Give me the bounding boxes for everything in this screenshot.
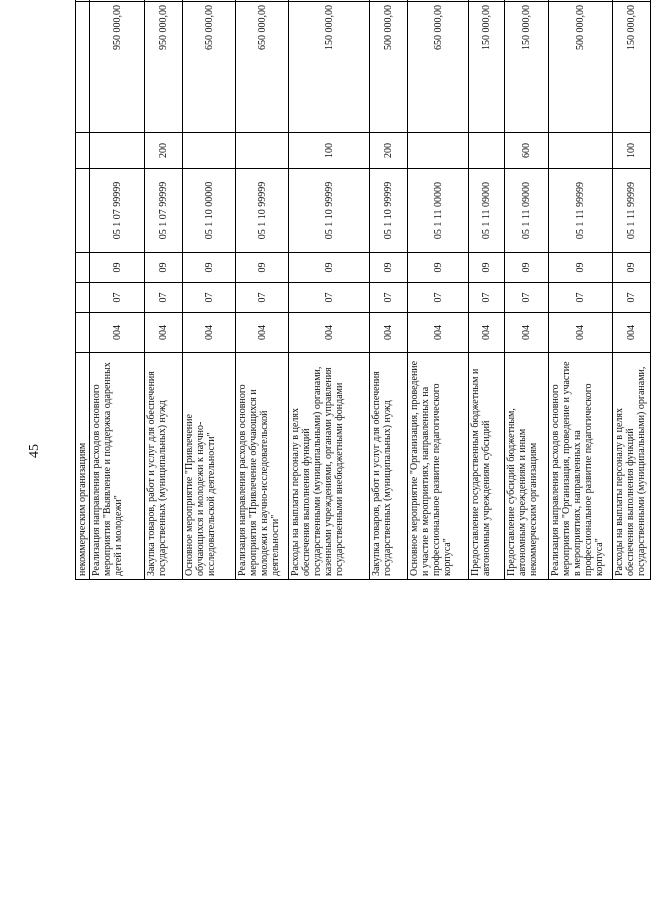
- amount-year1-cell: 150 000,00: [613, 2, 651, 133]
- target-article-cell: 05 1 11 99999: [613, 169, 651, 253]
- section-code-cell: 07: [469, 283, 505, 313]
- table-row: [90, 0, 145, 580]
- admin-code-cell: 004: [469, 313, 505, 353]
- target-article-cell: 05 1 10 99999: [289, 169, 370, 253]
- amount-year2-cell: [289, 0, 370, 2]
- target-article-cell: 05 1 11 09000: [505, 169, 549, 253]
- name-cell: Предоставление субсидий бюджетным, автономным учреждениям и иным некоммерческим организациям: [505, 353, 549, 580]
- section-code-cell: [76, 283, 90, 313]
- budget-table: [75, 0, 651, 580]
- subsection-code-cell: 09: [236, 253, 289, 283]
- table-row: [289, 0, 370, 580]
- target-article-cell: 05 1 11 00000: [408, 169, 469, 253]
- rotated-content: [75, 0, 647, 580]
- amount-year2-cell: [408, 0, 469, 2]
- amount-year1-cell: 950 000,00: [145, 2, 183, 133]
- subsection-code-cell: 09: [408, 253, 469, 283]
- admin-code-cell: 004: [370, 313, 408, 353]
- amount-year2-cell: [145, 0, 183, 2]
- section-code-cell: 07: [289, 283, 370, 313]
- amount-year2-cell: [469, 0, 505, 2]
- table-row: [370, 0, 408, 580]
- section-code-cell: 07: [370, 283, 408, 313]
- amount-year1-cell: 950 000,00: [90, 2, 145, 133]
- amount-year1-cell: 150 000,00: [505, 2, 549, 133]
- expense-type-cell: [549, 133, 613, 169]
- target-article-cell: 05 1 10 00000: [183, 169, 236, 253]
- table-row: [183, 0, 236, 580]
- expense-type-cell: 200: [370, 133, 408, 169]
- table-row: [236, 0, 289, 580]
- amount-year2-cell: [613, 0, 651, 2]
- section-code-cell: 07: [549, 283, 613, 313]
- expense-type-cell: [236, 133, 289, 169]
- section-code-cell: 07: [408, 283, 469, 313]
- expense-type-cell: [469, 133, 505, 169]
- name-cell: Закупка товаров, работ и услуг для обеспечения государственных (муниципальных) нужд: [370, 353, 408, 580]
- admin-code-cell: 004: [145, 313, 183, 353]
- name-cell: Основное мероприятие "Привлечение обучающихся и молодежи к научно-исследовательской деятельности": [183, 353, 236, 580]
- expense-type-cell: [183, 133, 236, 169]
- table-row: [613, 0, 651, 580]
- section-code-cell: 07: [145, 283, 183, 313]
- table-row: [408, 0, 469, 580]
- target-article-cell: 05 1 07 99999: [90, 169, 145, 253]
- subsection-code-cell: 09: [183, 253, 236, 283]
- target-article-cell: 05 1 10 99999: [236, 169, 289, 253]
- admin-code-cell: 004: [183, 313, 236, 353]
- admin-code-cell: 004: [549, 313, 613, 353]
- section-code-cell: 07: [236, 283, 289, 313]
- subsection-code-cell: 09: [505, 253, 549, 283]
- expense-type-cell: 100: [289, 133, 370, 169]
- admin-code-cell: 004: [90, 313, 145, 353]
- table-row: [505, 0, 549, 580]
- expense-type-cell: [90, 133, 145, 169]
- subsection-code-cell: 09: [90, 253, 145, 283]
- target-article-cell: 05 1 11 99999: [549, 169, 613, 253]
- section-code-cell: 07: [90, 283, 145, 313]
- amount-year2-cell: [549, 0, 613, 2]
- table-row: [549, 0, 613, 580]
- admin-code-cell: 004: [236, 313, 289, 353]
- amount-year1-cell: 500 000,00: [370, 2, 408, 133]
- name-cell: Реализация направления расходов основного мероприятия "Выявление и поддержка одаренных детей и молодежи": [90, 353, 145, 580]
- amount-year2-cell: [183, 0, 236, 2]
- subsection-code-cell: 09: [370, 253, 408, 283]
- target-article-cell: 05 1 11 09000: [469, 169, 505, 253]
- name-cell: Расходы на выплаты персоналу в целях обеспечения выполнения функций государственными (муниципальными) органами,: [613, 353, 651, 580]
- expense-type-cell: [76, 133, 90, 169]
- table-body: [76, 0, 651, 580]
- amount-year2-cell: [90, 0, 145, 2]
- admin-code-cell: 004: [505, 313, 549, 353]
- name-cell: Реализация направления расходов основного мероприятия "Организация, проведение и участие в мероприятиях, направленных на профессиональное развитие педагогического корпуса": [549, 353, 613, 580]
- name-cell: Предоставление государственным бюджетным и автономным учреждениям субсидий: [469, 353, 505, 580]
- subsection-code-cell: 09: [145, 253, 183, 283]
- subsection-code-cell: 09: [289, 253, 370, 283]
- amount-year1-cell: 150 000,00: [289, 2, 370, 133]
- admin-code-cell: [76, 313, 90, 353]
- amount-year2-cell: [76, 0, 90, 2]
- amount-year1-cell: 500 000,00: [549, 2, 613, 133]
- target-article-cell: 05 1 10 99999: [370, 169, 408, 253]
- expense-type-cell: [408, 133, 469, 169]
- name-cell: Расходы на выплаты персоналу в целях обеспечения выполнения функций государственными (муниципальными) органами, казенными учреждениями, органами управления государственными внебюджетными фондами: [289, 353, 370, 580]
- amount-year2-cell: [505, 0, 549, 2]
- name-cell: Основное мероприятие "Организация, проведение и участие в мероприятиях, направленных на профессиональное развитие педагогического корпуса": [408, 353, 469, 580]
- name-cell: некоммерческим организациям: [76, 353, 90, 580]
- name-cell: Закупка товаров, работ и услуг для обеспечения государственных (муниципальных) нужд: [145, 353, 183, 580]
- rotated-page: [75, 5, 647, 880]
- expense-type-cell: 200: [145, 133, 183, 169]
- name-cell: Реализация направления расходов основного мероприятия "Привлечение обучающихся и молодежи к научно-исследовательской деятельности": [236, 353, 289, 580]
- table-row: [76, 0, 90, 580]
- subsection-code-cell: [76, 253, 90, 283]
- table-row: [145, 0, 183, 580]
- target-article-cell: 05 1 07 99999: [145, 169, 183, 253]
- expense-type-cell: 100: [613, 133, 651, 169]
- amount-year1-cell: 650 000,00: [408, 2, 469, 133]
- subsection-code-cell: 09: [469, 253, 505, 283]
- section-code-cell: 07: [505, 283, 549, 313]
- page-number: 45: [27, 444, 42, 458]
- section-code-cell: 07: [613, 283, 651, 313]
- subsection-code-cell: 09: [549, 253, 613, 283]
- expense-type-cell: 600: [505, 133, 549, 169]
- subsection-code-cell: 09: [613, 253, 651, 283]
- table-row: [469, 0, 505, 580]
- target-article-cell: [76, 169, 90, 253]
- amount-year2-cell: [370, 0, 408, 2]
- section-code-cell: 07: [183, 283, 236, 313]
- admin-code-cell: 004: [613, 313, 651, 353]
- amount-year1-cell: 650 000,00: [236, 2, 289, 133]
- admin-code-cell: 004: [289, 313, 370, 353]
- amount-year1-cell: [76, 2, 90, 133]
- admin-code-cell: 004: [408, 313, 469, 353]
- amount-year1-cell: 650 000,00: [183, 2, 236, 133]
- amount-year1-cell: 150 000,00: [469, 2, 505, 133]
- amount-year2-cell: [236, 0, 289, 2]
